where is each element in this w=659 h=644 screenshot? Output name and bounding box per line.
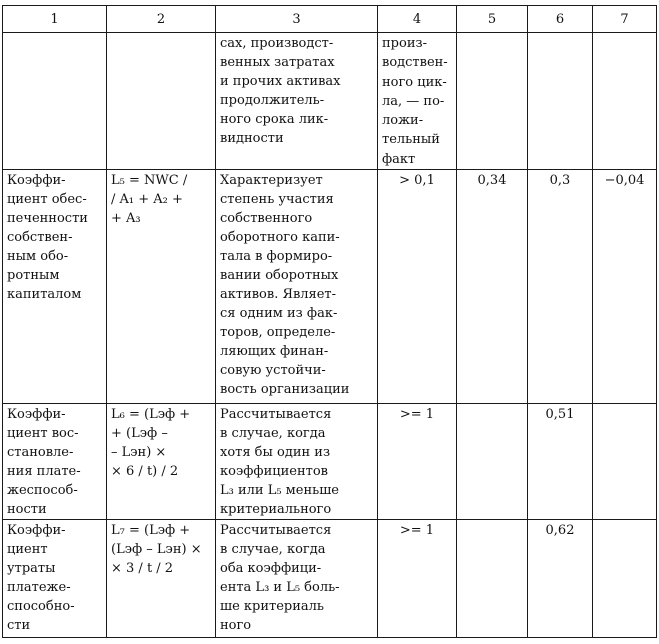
normative-cell: произ- водствен- ного цик- ла, — по- ложи- тельный факт	[378, 33, 457, 170]
description-cell: Характеризует степень участия собственного оборотного капи- тала в формиро- вании оборотных активов. Являет- ся одним из фак- торов, определе- ляющих финан- совую устойчи- вость организации	[216, 170, 378, 404]
value-cell-col5: 0,34	[457, 170, 528, 404]
value-cell-col5	[457, 33, 528, 170]
table-row	[3, 520, 657, 638]
formula-cell: L₅ = NWC / / A₁ + A₂ + + A₃	[107, 170, 216, 404]
table-row	[3, 33, 657, 170]
header-cell-6: 6	[528, 6, 593, 33]
header-cell-5: 5	[457, 6, 528, 33]
normative-cell: >= 1	[378, 520, 457, 638]
indicator-name-cell: Коэффи- циент вос- становле- ния плате- жеспособ- ности	[3, 404, 107, 520]
formula-cell	[107, 33, 216, 170]
header-cell-1: 1	[3, 6, 107, 33]
value-cell-col6: 0,51	[528, 404, 593, 520]
value-cell-col5	[457, 404, 528, 520]
table-row	[3, 404, 657, 520]
value-cell-col7: −0,04	[593, 170, 657, 404]
normative-cell: >= 1	[378, 404, 457, 520]
coefficients-table	[2, 5, 657, 638]
value-cell-col7	[593, 33, 657, 170]
value-cell-col6	[528, 33, 593, 170]
value-cell-col6: 0,3	[528, 170, 593, 404]
formula-cell: L₇ = (Lэф + (Lэф – Lэн) × × 3 / t / 2	[107, 520, 216, 638]
header-cell-2: 2	[107, 6, 216, 33]
indicator-name-cell: Коэффи- циент утраты платеже- способно- сти	[3, 520, 107, 638]
value-cell-col6: 0,62	[528, 520, 593, 638]
table-header-row	[3, 6, 657, 33]
header-cell-7: 7	[593, 6, 657, 33]
description-cell: Рассчитывается в случае, когда хотя бы один из коэффициентов L₃ или L₅ меньше критериального	[216, 404, 378, 520]
value-cell-col5	[457, 520, 528, 638]
header-cell-3: 3	[216, 6, 378, 33]
description-cell: сах, производст- венных затратах и прочих активах продолжитель- ного срока лик- видности	[216, 33, 378, 170]
table-row	[3, 170, 657, 404]
description-cell: Рассчитывается в случае, когда оба коэффици- ента L₃ и L₅ боль- ше критериаль ного	[216, 520, 378, 638]
indicator-name-cell	[3, 33, 107, 170]
header-cell-4: 4	[378, 6, 457, 33]
value-cell-col7	[593, 404, 657, 520]
value-cell-col7	[593, 520, 657, 638]
indicator-name-cell: Коэффи- циент обес- печенности собствен- ным обо- ротным капиталом	[3, 170, 107, 404]
normative-cell: > 0,1	[378, 170, 457, 404]
formula-cell: L₆ = (Lэф + + (Lэф – – Lэн) × × 6 / t) / 2	[107, 404, 216, 520]
